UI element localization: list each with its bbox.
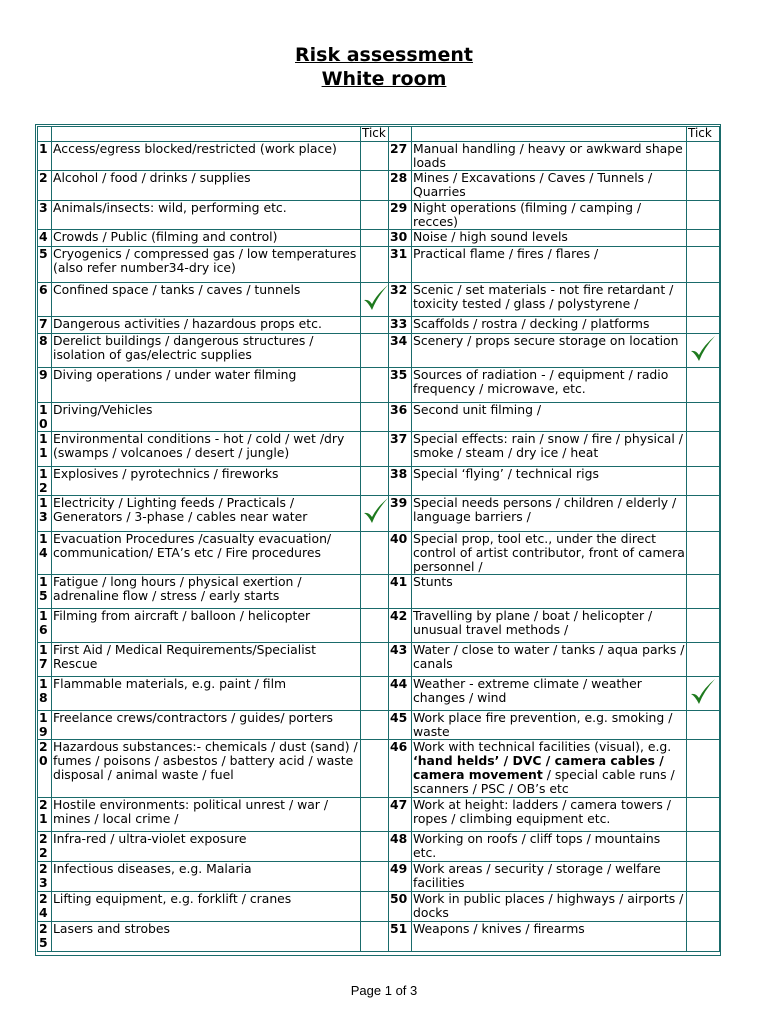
table-row [38, 798, 720, 832]
row-number-left: 6 [38, 283, 52, 317]
tick-cell-left[interactable] [361, 432, 389, 467]
document-title: Risk assessment [295, 44, 473, 66]
table-row [38, 283, 720, 317]
checkmark-icon [362, 496, 389, 526]
hazard-right [412, 740, 687, 798]
hazard-left: Environmental conditions - hot / cold / wet /dry (swamps / volcanoes / desert / jungle) [52, 432, 361, 467]
tick-cell-right[interactable] [687, 922, 720, 952]
row-number-right: 47 [389, 798, 412, 832]
hazard-right: Practical flame / fires / flares / [412, 247, 687, 283]
tick-cell-right[interactable] [687, 201, 720, 230]
tick-cell-right[interactable] [687, 532, 720, 575]
tick-cell-left[interactable] [361, 334, 389, 368]
hazard-right-text: / special cable runs / scanners / PSC / OB’s etc [413, 767, 675, 796]
hazard-left: Lifting equipment, e.g. forklift / cranes [52, 892, 361, 922]
tick-cell-right[interactable] [687, 798, 720, 832]
tick-cell-right[interactable] [687, 142, 720, 171]
tick-cell-left[interactable] [361, 711, 389, 740]
row-number-right: 28 [389, 171, 412, 201]
tick-cell-left[interactable] [361, 247, 389, 283]
hazard-left: Evacuation Procedures /casualty evacuation/ communication/ ETA’s etc / Fire procedures [52, 532, 361, 575]
tick-cell-right[interactable] [687, 832, 720, 862]
hazard-left: Derelict buildings / dangerous structures / isolation of gas/electric supplies [52, 334, 361, 368]
table-row [38, 711, 720, 740]
row-number-left: 3 [38, 201, 52, 230]
tick-cell-right[interactable] [687, 334, 720, 368]
row-number-right: 49 [389, 862, 412, 892]
tick-cell-right[interactable] [687, 467, 720, 496]
tick-cell-left[interactable] [361, 283, 389, 317]
hazard-right-text: Work with technical facilities (visual), e.g. [413, 739, 672, 754]
table-row [38, 467, 720, 496]
hazard-left: Dangerous activities / hazardous props etc. [52, 317, 361, 334]
hazard-right: Water / close to water / tanks / aqua parks / canals [412, 643, 687, 677]
tick-cell-right[interactable] [687, 643, 720, 677]
hazard-left: Animals/insects: wild, performing etc. [52, 201, 361, 230]
row-number-left: 19 [38, 711, 52, 740]
hazard-right: Special prop, tool etc., under the direct control of artist contributor, front of camera personnel / [413, 531, 685, 574]
hazard-right: Mines / Excavations / Caves / Tunnels / Quarries [412, 171, 687, 201]
document-subtitle: White room [321, 68, 447, 90]
hazard-left: Hostile environments: political unrest / war / mines / local crime / [52, 798, 361, 832]
hazard-right: Second unit filming / [412, 403, 687, 432]
tick-cell-left[interactable] [361, 575, 389, 609]
row-number-left: 25 [38, 922, 52, 952]
checkmark-icon [689, 334, 717, 364]
hazard-left: Infra-red / ultra-violet exposure [52, 832, 361, 862]
hazard-left: Fatigue / long hours / physical exertion / adrenaline flow / stress / early starts [52, 575, 361, 609]
table-row [38, 171, 720, 201]
page-footer: Page 1 of 3 [350, 983, 418, 998]
hazard-left: Electricity / Lighting feeds / Practicals / Generators / 3-phase / cables near water [52, 496, 361, 532]
row-number-right: 42 [389, 609, 412, 643]
row-number-left: 13 [38, 496, 52, 532]
tick-cell-right[interactable] [687, 317, 720, 334]
table-row [38, 496, 720, 532]
hazard-left: Explosives / pyrotechnics / fireworks [52, 467, 361, 496]
hazard-right: Stunts [412, 575, 687, 609]
row-number-right: 50 [389, 892, 412, 922]
tick-cell-left[interactable] [361, 403, 389, 432]
tick-cell-left[interactable] [361, 798, 389, 832]
hazard-left: Filming from aircraft / balloon / helicopter [52, 609, 361, 643]
hazard-right: Travelling by plane / boat / helicopter / unusual travel methods / [412, 609, 687, 643]
table-row [38, 247, 720, 283]
risk-table [37, 126, 720, 952]
row-number-left: 18 [38, 677, 52, 711]
tick-cell-left[interactable] [361, 892, 389, 922]
table-row [38, 532, 720, 575]
hazard-left: Infectious diseases, e.g. Malaria [52, 862, 361, 892]
table-row [38, 677, 720, 711]
hazard-right: Work in public places / highways / airports / docks [412, 892, 687, 922]
tick-cell-left[interactable] [361, 832, 389, 862]
row-number-right: 40 [389, 532, 412, 575]
row-number-left: 12 [38, 467, 52, 496]
hazard-left: Freelance crews/contractors / guides/ porters [52, 711, 361, 740]
table-row [38, 403, 720, 432]
header-hazard-right [412, 127, 687, 142]
hazard-right: Night operations (filming / camping / recces) [412, 201, 687, 230]
hazard-left: Alcohol / food / drinks / supplies [52, 171, 361, 201]
row-number-left: 14 [38, 532, 52, 575]
hazard-right: Special effects: rain / snow / fire / physical / smoke / steam / dry ice / heat [412, 432, 687, 467]
row-number-left: 8 [38, 334, 52, 368]
hazard-left: Diving operations / under water filming [52, 368, 361, 403]
tick-cell-left[interactable] [361, 677, 389, 711]
row-number-right: 44 [389, 677, 412, 711]
hazard-left: Cryogenics / compressed gas / low temperatures (also refer number34-dry ice) [52, 247, 361, 283]
row-number-left: 21 [38, 798, 52, 832]
hazard-left: Access/egress blocked/restricted (work place) [52, 142, 361, 171]
hazard-right: Work place fire prevention, e.g. smoking / waste [412, 711, 687, 740]
hazard-left: Lasers and strobes [52, 922, 361, 952]
row-number-right: 43 [389, 643, 412, 677]
row-number-right: 51 [389, 922, 412, 952]
hazard-right: Special needs persons / children / elderly / language barriers / [412, 496, 687, 532]
table-row [38, 892, 720, 922]
tick-cell-left[interactable] [361, 230, 389, 247]
tick-cell-right[interactable] [687, 677, 720, 711]
table-row [38, 832, 720, 862]
header-num-right [389, 127, 412, 142]
table-row [38, 922, 720, 952]
row-number-left: 16 [38, 609, 52, 643]
table-row [38, 368, 720, 403]
tick-cell-left[interactable] [361, 467, 389, 496]
hazard-right: Weapons / knives / firearms [412, 922, 687, 952]
tick-cell-left[interactable] [361, 532, 389, 575]
table-row [38, 334, 720, 368]
table-row [38, 740, 720, 798]
hazard-left: Crowds / Public (filming and control) [52, 230, 361, 247]
tick-cell-left[interactable] [361, 171, 389, 201]
table-row [38, 230, 720, 247]
row-number-right: 39 [389, 496, 412, 532]
row-number-right: 45 [389, 711, 412, 740]
tick-cell-left[interactable] [361, 922, 389, 952]
row-number-right: 30 [389, 230, 412, 247]
hazard-right: Work areas / security / storage / welfare facilities [412, 862, 687, 892]
row-number-left: 4 [38, 230, 52, 247]
checkmark-icon [362, 283, 389, 313]
hazard-right: Scaffolds / rostra / decking / platforms [412, 317, 687, 334]
tick-cell-right[interactable] [687, 171, 720, 201]
row-number-left: 23 [38, 862, 52, 892]
tick-cell-left[interactable] [361, 201, 389, 230]
tick-cell-left[interactable] [361, 142, 389, 171]
row-number-left: 22 [38, 832, 52, 862]
row-number-right: 27 [389, 142, 412, 171]
row-number-right: 34 [389, 334, 412, 368]
hazard-left: First Aid / Medical Requirements/Specialist Rescue [52, 643, 361, 677]
row-number-left: 20 [38, 740, 52, 798]
row-number-left: 10 [38, 403, 52, 432]
tick-cell-left[interactable] [361, 740, 389, 798]
row-number-right: 31 [389, 247, 412, 283]
row-number-right: 37 [389, 432, 412, 467]
row-number-left: 2 [38, 171, 52, 201]
tick-cell-right[interactable] [687, 368, 720, 403]
tick-cell-right[interactable] [687, 230, 720, 247]
tick-cell-left[interactable] [361, 643, 389, 677]
hazard-left: Flammable materials, e.g. paint / film [52, 677, 361, 711]
table-row [38, 432, 720, 467]
row-number-right: 33 [389, 317, 412, 334]
tick-cell-right[interactable] [687, 862, 720, 892]
table-row [38, 609, 720, 643]
table-row [38, 201, 720, 230]
header-hazard-left [52, 127, 361, 142]
hazard-left: Hazardous substances:- chemicals / dust (sand) / fumes / poisons / asbestos / battery acid / waste disposal / animal waste / fuel [52, 740, 361, 798]
table-row [38, 862, 720, 892]
table-row [38, 317, 720, 334]
table-row [38, 575, 720, 609]
row-number-left: 11 [38, 432, 52, 467]
row-number-right: 46 [389, 740, 412, 798]
hazard-right: Scenery / props secure storage on location [412, 334, 687, 368]
tick-cell-right[interactable] [687, 283, 720, 317]
tick-cell-right[interactable] [687, 740, 720, 798]
tick-cell-right[interactable] [687, 609, 720, 643]
row-number-left: 15 [38, 575, 52, 609]
hazard-right: Weather - extreme climate / weather changes / wind [412, 677, 687, 711]
row-number-left: 24 [38, 892, 52, 922]
header-num-left [38, 127, 52, 142]
tick-cell-left[interactable] [361, 609, 389, 643]
tick-cell-left[interactable] [361, 862, 389, 892]
tick-cell-right[interactable] [687, 711, 720, 740]
hazard-right: Manual handling / heavy or awkward shape loads [412, 142, 687, 171]
tick-cell-right[interactable] [687, 892, 720, 922]
row-number-left: 17 [38, 643, 52, 677]
tick-cell-right[interactable] [687, 575, 720, 609]
table-row [38, 142, 720, 171]
row-number-right: 35 [389, 368, 412, 403]
tick-cell-left[interactable] [361, 496, 389, 532]
row-number-left: 1 [38, 142, 52, 171]
hazard-right: Noise / high sound levels [412, 230, 687, 247]
tick-cell-right[interactable] [687, 403, 720, 432]
tick-header-right: Tick [687, 127, 720, 142]
hazard-right: Working on roofs / cliff tops / mountains etc. [412, 832, 687, 862]
row-number-right: 38 [389, 467, 412, 496]
row-number-right: 32 [389, 283, 412, 317]
hazard-right: Scenic / set materials - not fire retardant / toxicity tested / glass / polystyrene / [412, 283, 687, 317]
row-number-right: 36 [389, 403, 412, 432]
hazard-right-bold-text: ‘hand helds’ / DVC / camera cables / camera movement [413, 753, 664, 782]
row-number-left: 7 [38, 317, 52, 334]
table-row [38, 643, 720, 677]
hazard-left: Confined space / tanks / caves / tunnels [52, 283, 361, 317]
tick-cell-right[interactable] [687, 496, 720, 532]
tick-cell-right[interactable] [687, 247, 720, 283]
row-number-left: 5 [38, 247, 52, 283]
row-number-right: 29 [389, 201, 412, 230]
hazard-right: Work at height: ladders / camera towers / ropes / climbing equipment etc. [412, 798, 687, 832]
hazard-right: Special ‘flying’ / technical rigs [412, 467, 687, 496]
tick-cell-right[interactable] [687, 432, 720, 467]
checkmark-icon [689, 677, 717, 707]
row-number-left: 9 [38, 368, 52, 403]
hazard-right: Sources of radiation - / equipment / radio frequency / microwave, etc. [412, 368, 687, 403]
table-header-row [38, 127, 720, 142]
hazard-left: Driving/Vehicles [52, 403, 361, 432]
row-number-right: 41 [389, 575, 412, 609]
tick-header-left: Tick [361, 127, 389, 142]
tick-cell-left[interactable] [361, 368, 389, 403]
row-number-right: 48 [389, 832, 412, 862]
tick-cell-left[interactable] [361, 317, 389, 334]
